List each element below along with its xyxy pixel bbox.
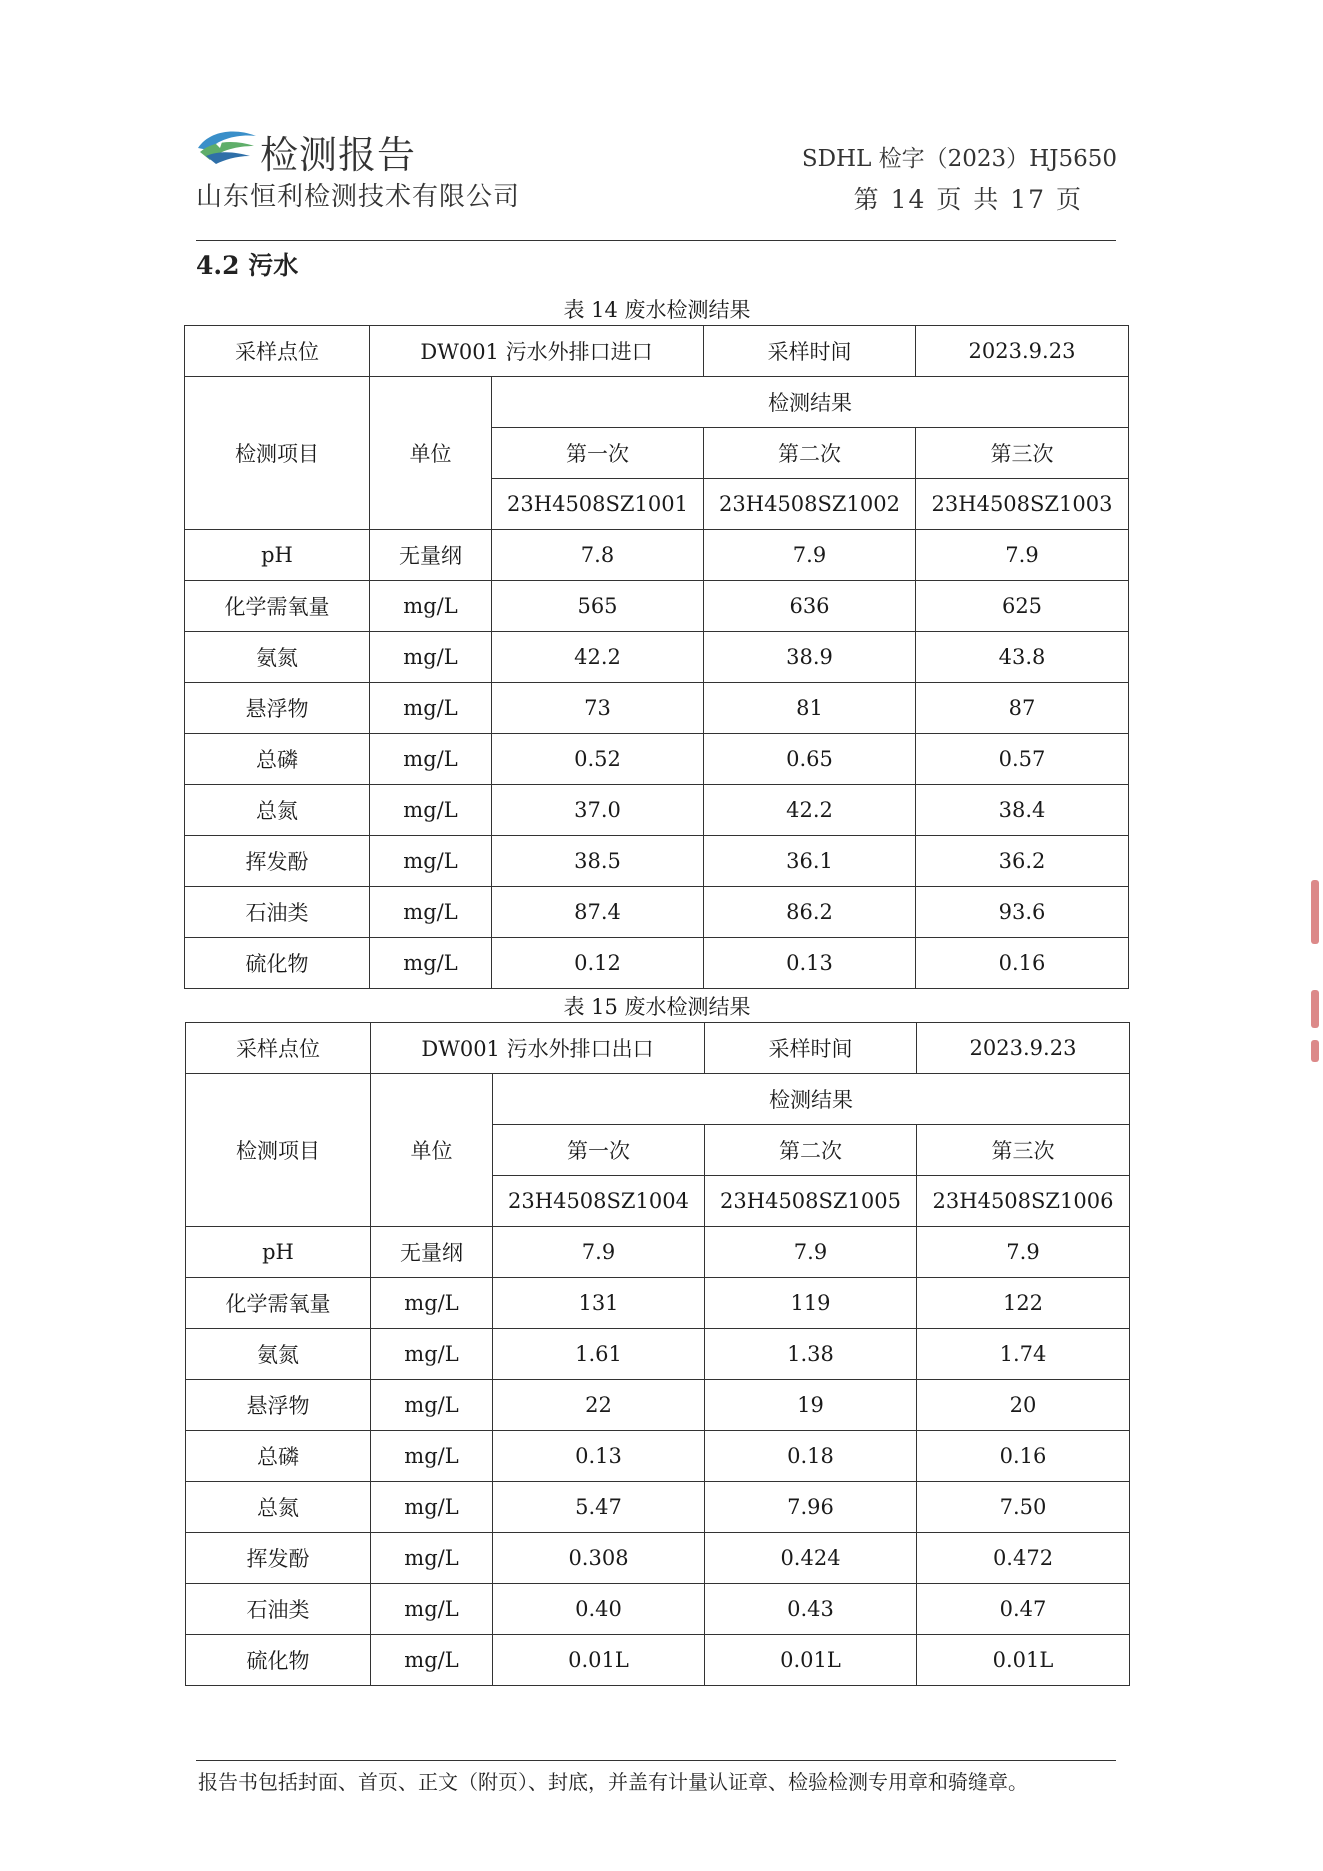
- item-cell: 悬浮物: [186, 1380, 371, 1431]
- value-cell: 0.472: [917, 1533, 1130, 1584]
- value-cell: 0.424: [705, 1533, 917, 1584]
- unit-cell: mg/L: [370, 836, 492, 887]
- value-cell: 1.74: [917, 1329, 1130, 1380]
- table-row: [185, 785, 1129, 836]
- unit-cell: 无量纲: [370, 530, 492, 581]
- sample-id: 23H4508SZ1001: [492, 479, 704, 530]
- value-cell: 38.4: [916, 785, 1129, 836]
- table-row: [186, 1635, 1130, 1686]
- test-result-header: 检测结果: [492, 377, 1129, 428]
- unit-header: 单位: [371, 1074, 493, 1227]
- table-14-caption: 表 14 废水检测结果: [563, 298, 751, 322]
- value-cell: 19: [705, 1380, 917, 1431]
- sampling-point-value: DW001 污水外排口出口: [371, 1023, 705, 1074]
- item-cell: pH: [185, 530, 370, 581]
- item-cell: 氨氮: [185, 632, 370, 683]
- value-cell: 36.2: [916, 836, 1129, 887]
- wastewater-result-table-15: [185, 1022, 1130, 1686]
- section-title: 4.2 污水: [196, 251, 299, 280]
- item-cell: 总磷: [186, 1431, 371, 1482]
- second-header: 第二次: [704, 428, 916, 479]
- value-cell: 7.9: [705, 1227, 917, 1278]
- sample-id: 23H4508SZ1004: [493, 1176, 705, 1227]
- value-cell: 0.01L: [917, 1635, 1130, 1686]
- item-cell: 硫化物: [185, 938, 370, 989]
- unit-cell: mg/L: [371, 1380, 493, 1431]
- value-cell: 7.9: [916, 530, 1129, 581]
- value-cell: 0.52: [492, 734, 704, 785]
- value-cell: 0.12: [492, 938, 704, 989]
- item-cell: 化学需氧量: [186, 1278, 371, 1329]
- value-cell: 37.0: [492, 785, 704, 836]
- value-cell: 0.57: [916, 734, 1129, 785]
- table-row: [185, 836, 1129, 887]
- value-cell: 7.50: [917, 1482, 1130, 1533]
- company-name: 山东恒利检测技术有限公司: [196, 182, 521, 212]
- company-logo-icon: [196, 126, 258, 166]
- value-cell: 0.13: [704, 938, 916, 989]
- value-cell: 0.01L: [493, 1635, 705, 1686]
- unit-cell: mg/L: [371, 1533, 493, 1584]
- unit-cell: mg/L: [370, 734, 492, 785]
- value-cell: 7.96: [705, 1482, 917, 1533]
- value-cell: 0.16: [916, 938, 1129, 989]
- sampling-time-value: 2023.9.23: [916, 326, 1129, 377]
- table-row: [185, 938, 1129, 989]
- item-cell: 总氮: [185, 785, 370, 836]
- unit-cell: mg/L: [371, 1635, 493, 1686]
- sample-id: 23H4508SZ1002: [704, 479, 916, 530]
- value-cell: 0.65: [704, 734, 916, 785]
- value-cell: 0.43: [705, 1584, 917, 1635]
- second-header: 第二次: [705, 1125, 917, 1176]
- value-cell: 625: [916, 581, 1129, 632]
- value-cell: 131: [493, 1278, 705, 1329]
- first-header: 第一次: [492, 428, 704, 479]
- unit-cell: mg/L: [370, 785, 492, 836]
- table-row: [186, 1380, 1130, 1431]
- table-row: [185, 887, 1129, 938]
- value-cell: 22: [493, 1380, 705, 1431]
- value-cell: 636: [704, 581, 916, 632]
- table-row: [186, 1533, 1130, 1584]
- third-header: 第三次: [916, 428, 1129, 479]
- sampling-point-value: DW001 污水外排口进口: [370, 326, 704, 377]
- value-cell: 5.47: [493, 1482, 705, 1533]
- value-cell: 87: [916, 683, 1129, 734]
- value-cell: 86.2: [704, 887, 916, 938]
- test-result-header: 检测结果: [493, 1074, 1130, 1125]
- item-cell: 氨氮: [186, 1329, 371, 1380]
- value-cell: 20: [917, 1380, 1130, 1431]
- unit-cell: mg/L: [371, 1329, 493, 1380]
- table-row: [185, 530, 1129, 581]
- item-cell: 总氮: [186, 1482, 371, 1533]
- value-cell: 0.16: [917, 1431, 1130, 1482]
- value-cell: 87.4: [492, 887, 704, 938]
- sampling-time-label: 采样时间: [705, 1023, 917, 1074]
- sampling-point-label: 采样点位: [186, 1023, 371, 1074]
- item-cell: 挥发酚: [185, 836, 370, 887]
- table-row: [185, 734, 1129, 785]
- item-cell: 悬浮物: [185, 683, 370, 734]
- value-cell: 0.47: [917, 1584, 1130, 1635]
- value-cell: 43.8: [916, 632, 1129, 683]
- test-item-header: 检测项目: [185, 377, 370, 530]
- value-cell: 0.308: [493, 1533, 705, 1584]
- item-cell: 挥发酚: [186, 1533, 371, 1584]
- value-cell: 1.38: [705, 1329, 917, 1380]
- report-title: 检测报告: [260, 133, 417, 177]
- value-cell: 42.2: [492, 632, 704, 683]
- value-cell: 93.6: [916, 887, 1129, 938]
- table-row: [185, 632, 1129, 683]
- table-row: [186, 1227, 1130, 1278]
- unit-cell: mg/L: [370, 887, 492, 938]
- unit-cell: mg/L: [370, 581, 492, 632]
- seam-stamp-mark: [1311, 990, 1319, 1028]
- value-cell: 0.13: [493, 1431, 705, 1482]
- value-cell: 7.8: [492, 530, 704, 581]
- value-cell: 7.9: [493, 1227, 705, 1278]
- value-cell: 7.9: [704, 530, 916, 581]
- footer-note: 报告书包括封面、首页、正文（附页）、封底，并盖有计量认证章、检验检测专用章和骑缝章。: [198, 1770, 1028, 1794]
- value-cell: 1.61: [493, 1329, 705, 1380]
- page-indicator: 第 14 页 共 17 页: [853, 185, 1083, 214]
- unit-header: 单位: [370, 377, 492, 530]
- value-cell: 38.9: [704, 632, 916, 683]
- item-cell: 硫化物: [186, 1635, 371, 1686]
- table-15-caption: 表 15 废水检测结果: [563, 995, 751, 1019]
- sampling-time-value: 2023.9.23: [917, 1023, 1130, 1074]
- item-cell: 石油类: [185, 887, 370, 938]
- unit-cell: mg/L: [371, 1278, 493, 1329]
- footer-divider: [196, 1760, 1116, 1761]
- sample-id: 23H4508SZ1005: [705, 1176, 917, 1227]
- value-cell: 81: [704, 683, 916, 734]
- header-divider: [196, 240, 1116, 241]
- value-cell: 122: [917, 1278, 1130, 1329]
- value-cell: 42.2: [704, 785, 916, 836]
- item-cell: pH: [186, 1227, 371, 1278]
- unit-cell: mg/L: [371, 1431, 493, 1482]
- unit-cell: mg/L: [370, 632, 492, 683]
- item-cell: 化学需氧量: [185, 581, 370, 632]
- seam-stamp-mark: [1311, 1040, 1319, 1062]
- value-cell: 73: [492, 683, 704, 734]
- sample-id: 23H4508SZ1006: [917, 1176, 1130, 1227]
- value-cell: 0.18: [705, 1431, 917, 1482]
- unit-cell: mg/L: [371, 1482, 493, 1533]
- unit-cell: 无量纲: [371, 1227, 493, 1278]
- value-cell: 36.1: [704, 836, 916, 887]
- sampling-point-label: 采样点位: [185, 326, 370, 377]
- first-header: 第一次: [493, 1125, 705, 1176]
- unit-cell: mg/L: [370, 938, 492, 989]
- item-cell: 总磷: [185, 734, 370, 785]
- table-row: [186, 1584, 1130, 1635]
- sample-id: 23H4508SZ1003: [916, 479, 1129, 530]
- test-item-header: 检测项目: [186, 1074, 371, 1227]
- report-number: SDHL 检字（2023）HJ5650: [801, 146, 1117, 172]
- value-cell: 38.5: [492, 836, 704, 887]
- table-row: [186, 1431, 1130, 1482]
- table-row: [186, 1482, 1130, 1533]
- table-row: [186, 1278, 1130, 1329]
- unit-cell: mg/L: [371, 1584, 493, 1635]
- table-row: [185, 683, 1129, 734]
- item-cell: 石油类: [186, 1584, 371, 1635]
- value-cell: 119: [705, 1278, 917, 1329]
- table-row: [186, 1329, 1130, 1380]
- value-cell: 0.01L: [705, 1635, 917, 1686]
- value-cell: 565: [492, 581, 704, 632]
- wastewater-result-table-14: [184, 325, 1129, 989]
- value-cell: 7.9: [917, 1227, 1130, 1278]
- third-header: 第三次: [917, 1125, 1130, 1176]
- value-cell: 0.40: [493, 1584, 705, 1635]
- unit-cell: mg/L: [370, 683, 492, 734]
- sampling-time-label: 采样时间: [704, 326, 916, 377]
- table-row: [185, 581, 1129, 632]
- seam-stamp-mark: [1311, 880, 1319, 944]
